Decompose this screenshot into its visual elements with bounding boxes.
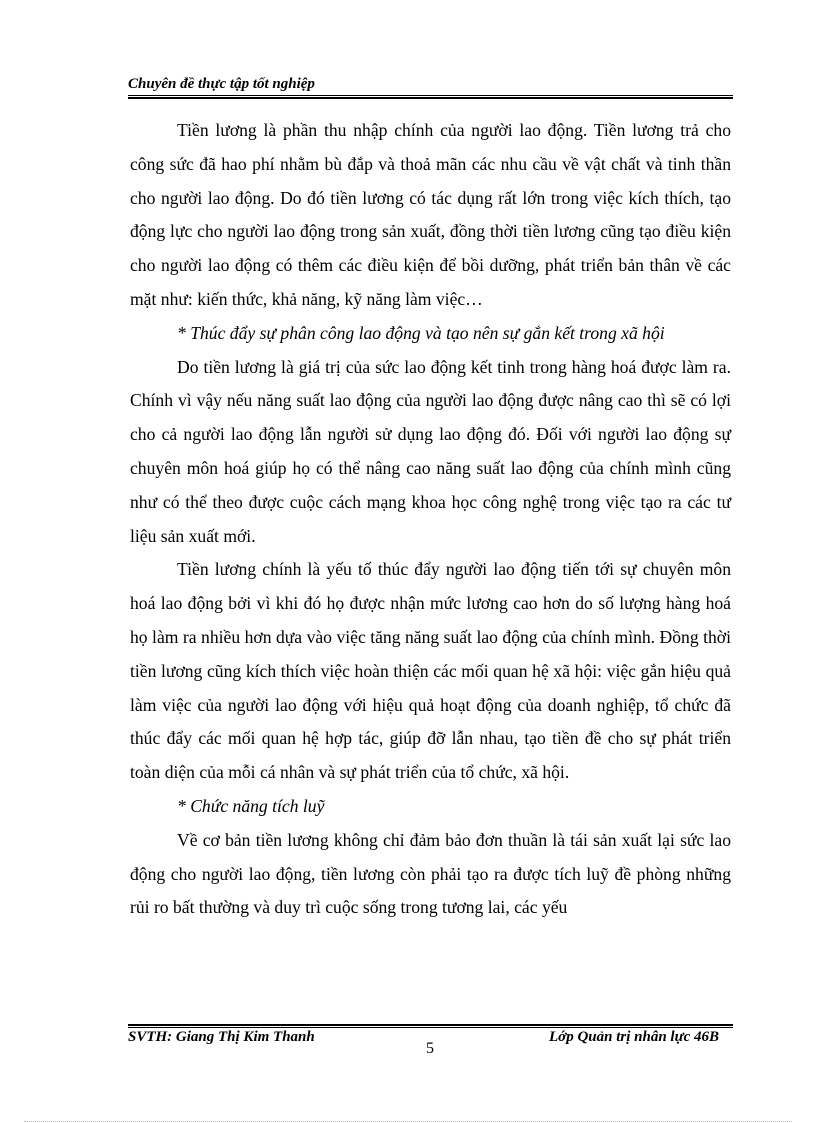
footer-student: SVTH: Giang Thị Kim Thanh — [128, 1029, 315, 1045]
paragraph: Tiền lương là phần thu nhập chính của người lao động. Tiền lương trả cho công sức đã hao phí nhằm bù đắp và thoả mãn các nhu cầu về vật chất và tinh thần cho người lao động. Do đó tiền lương có tác dụng rất lớn trong việc kích thích, tạo động lực cho người lao động trong sản xuất, đồng thời tiền lương cũng tạo điều kiện cho người lao động có thêm các điều kiện để bồi dưỡng, phát triển bản thân về các mặt như: kiến thức, khả năng, kỹ năng làm việc… — [130, 120, 731, 309]
paragraph: Do tiền lương là giá trị của sức lao động kết tinh trong hàng hoá được làm ra. Chính vì vậy nếu năng suất lao động của người lao động được nâng cao thì sẽ có lợi cho cả người lao động lẫn người sử dụng lao động đó. Đối với người lao động sự chuyên môn hoá giúp họ có thể nâng cao năng suất lao động của chính mình cũng như có thể theo được cuộc cách mạng khoa học công nghệ trong việc tạo ra các tư liệu sản xuất mới. — [130, 356, 731, 546]
running-header: Chuyên đề thực tập tốt nghiệp — [128, 76, 315, 92]
page-number: 5 — [426, 1040, 434, 1057]
paragraph: Tiền lương chính là yếu tố thúc đẩy người lao động tiến tới sự chuyên môn hoá lao động bởi vì khi đó họ được nhận mức lương cao hơn do số lượng hàng hoá họ làm ra nhiều hơn dựa vào việc tăng năng suất lao động của chính mình. Đồng thời tiền lương cũng kích thích việc hoàn thiện các mối quan hệ xã hội: việc gắn hiệu quả làm việc của người lao động với hiệu quả hoạt động của doanh nghiệp, tổ chức đã thúc đẩy các mối quan hệ hợp tác, giúp đỡ lẫn nhau, tạo tiền đề cho sự phát triển toàn diện của mỗi cá nhân và sự phát triển của tổ chức, xã hội. — [130, 559, 731, 783]
footer-class: Lớp Quản trị nhân lực 46B — [549, 1029, 719, 1045]
header-divider — [128, 95, 733, 99]
footer-divider — [128, 1024, 733, 1028]
page-edge — [24, 1121, 792, 1122]
section-heading: * Thúc đẩy sự phân công lao động và tạo nên sự gắn kết trong xã hội — [177, 322, 665, 343]
paragraph: Về cơ bản tiền lương không chỉ đảm bảo đơn thuần là tái sản xuất lại sức lao động cho người lao động, tiền lương còn phải tạo ra được tích luỹ đề phòng những rủi ro bất thường và duy trì cuộc sống trong tương lai, các yếu — [130, 829, 731, 918]
section-heading: * Chức năng tích luỹ — [177, 795, 325, 816]
document-body — [130, 114, 731, 925]
